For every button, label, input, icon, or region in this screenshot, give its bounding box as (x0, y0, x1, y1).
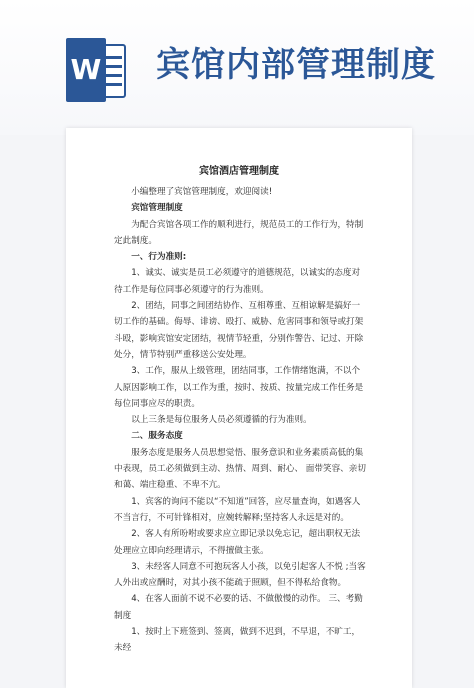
paragraph: 1、宾客的询问不能以“不知道”回答，应尽量查询，如遇客人不当言行，不可针锋相对，应婉转解释;坚持客人永远是对的。 (114, 496, 361, 523)
word-document-icon (66, 38, 126, 102)
document-body (114, 184, 368, 657)
paragraph: 2、客人有所吩咐或要求应立即记录以免忘记，超出职权无法处理应立即向经理请示，不得擅做主张。 (114, 529, 361, 556)
section-heading: 二、服务态度 (131, 431, 183, 442)
word-letter-badge: W (66, 38, 106, 102)
document-page (66, 128, 412, 688)
paragraph: 4、在客人面前不说不必要的话、不做傲慢的动作。 三、考勤制度 (114, 594, 363, 621)
document-title: 宾馆酒店管理制度 (199, 166, 279, 177)
banner (0, 0, 474, 135)
paragraph: 3、工作，服从上级管理，团结同事，工作情绪饱满，不以个人原因影响工作，以工作为重，按时、按质、按量完成工作任务是每位同事应尽的职责。 (114, 366, 364, 409)
section-heading: 宾馆管理制度 (131, 203, 183, 214)
paragraph: 3、未经客人同意不可抱玩客人小孩，以免引起客人不悦 ;当客人外出或应酬时，对其小孩不能疏于照顾，但不得私给食物。 (114, 561, 366, 589)
banner-title: 宾馆内部管理制度 (156, 45, 436, 85)
section-heading: 一、行为准则: (131, 252, 187, 263)
paragraph: 为配合宾馆各项工作的顺利进行，规范员工的工作行为，特制定此制度。 (114, 219, 364, 246)
paragraph: 服务态度是服务人员思想觉悟、服务意识和业务素质高低的集中表现，员工必须做到主动、热情、周到、耐心、 面带笑容、亲切和蔼、端庄稳重、不卑不亢。 (114, 447, 366, 491)
paragraph: 小编整理了宾馆管理制度，欢迎阅读! (131, 187, 273, 197)
paragraph: 以上三条是每位服务人员必须遵循的行为准则。 (131, 415, 312, 426)
paragraph: 2、团结，同事之间团结协作、互相尊重、互相谅解是搞好一切工作的基础。侮辱、诽谤、殴打、威胁、危害同事和领导或打架斗殴，影响宾馆安定团结，视情节轻重，分别作警告、记过、开除处分，情节特别严重移送公安处理。 (114, 301, 364, 360)
paragraph: 1、诚实、诚实是员工必须遵守的道德规范，以诚实的态度对待工作是每位同事必须遵守的行为准则。 (114, 268, 361, 295)
paragraph: 1、按时上下班签到、签离，做到不迟到，不早退，不旷工，未经 (114, 627, 361, 654)
